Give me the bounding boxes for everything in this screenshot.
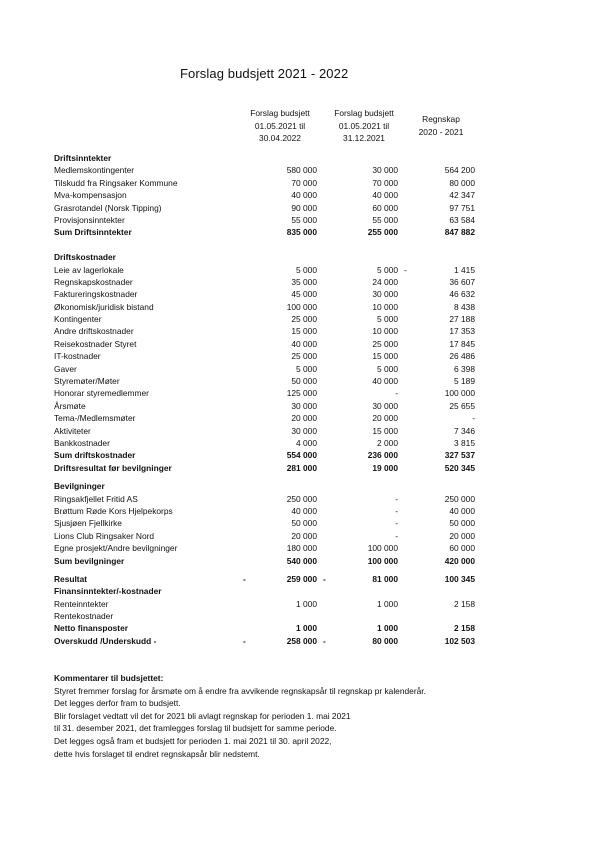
value-budget-2021: -: [395, 505, 398, 516]
comment-line: Blir forslaget vedtatt vil det for 2021 bli avlagt regnskap for perioden 1. mai 2021: [54, 710, 351, 721]
value-budget-2021-2022: 50 000: [291, 518, 317, 529]
row-label: Driftsresultat før bevilgninger: [54, 462, 172, 473]
table-row: [0, 505, 613, 517]
value-accounts-2020-2021: 847 882: [444, 227, 475, 238]
value-accounts-2020-2021: 36 607: [449, 276, 475, 287]
dash-mark: -: [243, 573, 246, 584]
value-budget-2021: 60 000: [372, 202, 398, 213]
table-row: [0, 251, 613, 263]
value-accounts-2020-2021: 40 000: [449, 505, 475, 516]
row-label: Provisjonsinntekter: [54, 214, 125, 225]
row-label: Faktureringskostnader: [54, 289, 138, 300]
row-label: Driftskostnader: [54, 252, 116, 263]
value-budget-2021: 15 000: [372, 351, 398, 362]
budget-table: [0, 152, 613, 647]
page-title: Forslag budsjett 2021 - 2022: [180, 66, 349, 81]
value-budget-2021: 24 000: [372, 276, 398, 287]
value-budget-2021: 81 000: [372, 573, 398, 584]
table-row: [0, 189, 613, 201]
table-row: [0, 202, 613, 214]
value-budget-2021-2022: 835 000: [286, 227, 317, 238]
value-budget-2021-2022: 40 000: [291, 190, 317, 201]
value-budget-2021: 40 000: [372, 376, 398, 387]
table-row: [0, 462, 613, 474]
row-label: Kontingenter: [54, 314, 102, 325]
row-label: Lions Club Ringsaker Nord: [54, 530, 155, 541]
row-label: Aktiviteter: [54, 425, 91, 436]
comment-line: til 31. desember 2021, det framlegges forslag til budsjett for samme periode.: [54, 723, 337, 734]
value-accounts-2020-2021: 100 000: [444, 388, 475, 399]
column-header-line: 30.04.2022: [259, 133, 301, 143]
value-budget-2021: 25 000: [372, 338, 398, 349]
value-budget-2021-2022: 45 000: [291, 289, 317, 300]
value-budget-2021-2022: 20 000: [291, 413, 317, 424]
table-row: [0, 542, 613, 554]
value-accounts-2020-2021: 17 353: [449, 326, 475, 337]
value-budget-2021: 30 000: [372, 289, 398, 300]
row-spacer: [0, 239, 613, 251]
table-row: [0, 363, 613, 375]
column-header-line: Regnskap: [422, 114, 460, 124]
value-budget-2021-2022: 259 000: [286, 573, 317, 584]
value-accounts-2020-2021: 60 000: [449, 543, 475, 554]
row-label: Årsmøte: [54, 400, 86, 411]
value-budget-2021: 19 000: [372, 462, 398, 473]
table-row: [0, 288, 613, 300]
value-budget-2021-2022: 90 000: [291, 202, 317, 213]
table-row: [0, 313, 613, 325]
row-label: Styremøter/Møter: [54, 376, 120, 387]
row-label: IT-kostnader: [54, 351, 101, 362]
row-label: Tilskudd fra Ringsaker Kommune: [54, 177, 178, 188]
value-accounts-2020-2021: 8 438: [454, 301, 475, 312]
value-accounts-2020-2021: 100 345: [444, 573, 475, 584]
value-budget-2021: 10 000: [372, 301, 398, 312]
column-header-line: Forslag budsjett: [250, 108, 310, 118]
value-accounts-2020-2021: 7 346: [454, 425, 475, 436]
value-budget-2021-2022: 35 000: [291, 276, 317, 287]
row-label: Tema-/Medlemsmøter: [54, 413, 136, 424]
row-label: Ringsakfjellet Fritid AS: [54, 493, 138, 504]
value-budget-2021: 5 000: [377, 314, 398, 325]
table-row: [0, 585, 613, 597]
value-accounts-2020-2021: 3 815: [454, 437, 475, 448]
table-row: [0, 635, 613, 647]
value-budget-2021: -: [395, 493, 398, 504]
value-accounts-2020-2021: 1 415: [454, 264, 475, 275]
comment-line: Styret fremmer forslag for årsmøte om å endre fra avvikende regnskapsår til regnskap pr kalenderår.: [54, 685, 426, 696]
value-budget-2021-2022: 4 000: [296, 437, 317, 448]
column-header-accounts-2020-2021: [408, 113, 474, 138]
value-budget-2021-2022: 50 000: [291, 376, 317, 387]
table-row: [0, 530, 613, 542]
value-budget-2021: 1 000: [377, 623, 398, 634]
table-row: [0, 493, 613, 505]
value-budget-2021-2022: 25 000: [291, 351, 317, 362]
value-budget-2021-2022: 40 000: [291, 338, 317, 349]
value-budget-2021: 15 000: [372, 425, 398, 436]
table-row: [0, 350, 613, 362]
table-row: [0, 598, 613, 610]
comment-line: Det legges derfor fram to budsjett.: [54, 698, 181, 709]
value-budget-2021: 255 000: [367, 227, 398, 238]
value-accounts-2020-2021: 520 345: [444, 462, 475, 473]
value-budget-2021: 100 000: [367, 543, 398, 554]
value-budget-2021-2022: 25 000: [291, 314, 317, 325]
value-budget-2021-2022: 20 000: [291, 530, 317, 541]
row-label: Medlemskontingenter: [54, 165, 135, 176]
row-label: Rentekostnader: [54, 611, 114, 622]
value-budget-2021-2022: 250 000: [286, 493, 317, 504]
value-budget-2021: 55 000: [372, 214, 398, 225]
table-row: [0, 622, 613, 634]
dash-mark: -: [404, 264, 407, 275]
value-accounts-2020-2021: 2 158: [454, 623, 475, 634]
value-budget-2021-2022: 1 000: [296, 598, 317, 609]
table-row: [0, 412, 613, 424]
row-label: Renteinntekter: [54, 598, 109, 609]
row-label: Reisekostnader Styret: [54, 338, 137, 349]
value-budget-2021-2022: 5 000: [296, 363, 317, 374]
value-accounts-2020-2021: 6 398: [454, 363, 475, 374]
column-header-budget-2021: [322, 107, 406, 145]
value-accounts-2020-2021: 63 584: [449, 214, 475, 225]
value-budget-2021-2022: 125 000: [286, 388, 317, 399]
row-label: Egne prosjekt/Andre bevilgninger: [54, 543, 178, 554]
value-accounts-2020-2021: 2 158: [454, 598, 475, 609]
value-accounts-2020-2021: 80 000: [449, 177, 475, 188]
row-label: Bankkostnader: [54, 437, 110, 448]
value-budget-2021: 5 000: [377, 264, 398, 275]
row-label: Grasrotandel (Norsk Tipping): [54, 202, 162, 213]
value-accounts-2020-2021: 17 845: [449, 338, 475, 349]
comment-line: dette hvis forslaget til endret regnskapsår blir nedstemt.: [54, 748, 260, 759]
column-header-line: 01.05.2021 til: [254, 120, 306, 131]
row-label: Netto finansposter: [54, 623, 128, 634]
value-budget-2021: 1 000: [377, 598, 398, 609]
value-budget-2021-2022: 30 000: [291, 400, 317, 411]
value-budget-2021: 30 000: [372, 165, 398, 176]
row-label: Bevilgninger: [54, 481, 105, 492]
value-budget-2021-2022: 55 000: [291, 214, 317, 225]
column-header-line: 01.05.2021 til: [338, 120, 390, 131]
table-row: [0, 449, 613, 461]
table-row: [0, 400, 613, 412]
value-budget-2021-2022: 281 000: [286, 462, 317, 473]
value-budget-2021-2022: 580 000: [286, 165, 317, 176]
table-row: [0, 214, 613, 226]
table-row: [0, 480, 613, 492]
table-row: [0, 573, 613, 585]
row-label: Leie av lagerlokale: [54, 264, 124, 275]
value-accounts-2020-2021: 50 000: [449, 518, 475, 529]
table-row: [0, 425, 613, 437]
column-header-budget-2021-2022: [238, 107, 322, 145]
table-row: [0, 610, 613, 622]
dash-mark: -: [323, 573, 326, 584]
dash-mark: -: [243, 635, 246, 646]
row-label: Økonomisk/juridisk bistand: [54, 301, 154, 312]
row-label: Honorar styremedlemmer: [54, 388, 149, 399]
table-row: [0, 375, 613, 387]
row-label: Andre driftskostnader: [54, 326, 134, 337]
value-budget-2021-2022: 258 000: [286, 635, 317, 646]
value-budget-2021-2022: 1 000: [296, 623, 317, 634]
value-budget-2021: 100 000: [367, 555, 398, 566]
table-row: [0, 517, 613, 529]
dash-mark: -: [323, 635, 326, 646]
value-budget-2021: 10 000: [372, 326, 398, 337]
table-row: [0, 177, 613, 189]
value-accounts-2020-2021: -: [472, 413, 475, 424]
column-header-line: Forslag budsjett: [334, 108, 394, 118]
value-budget-2021: 70 000: [372, 177, 398, 188]
row-label: Regnskapskostnader: [54, 276, 133, 287]
value-budget-2021: 30 000: [372, 400, 398, 411]
table-row: [0, 338, 613, 350]
value-budget-2021-2022: 15 000: [291, 326, 317, 337]
value-accounts-2020-2021: 42 347: [449, 190, 475, 201]
column-header-line: 31.12.2021: [343, 133, 385, 143]
value-accounts-2020-2021: 102 503: [444, 635, 475, 646]
value-budget-2021: -: [395, 530, 398, 541]
table-row: [0, 164, 613, 176]
table-row: [0, 555, 613, 567]
table-row: [0, 264, 613, 276]
value-budget-2021: -: [395, 388, 398, 399]
value-accounts-2020-2021: 27 188: [449, 314, 475, 325]
row-label: Sum driftskostnader: [54, 450, 136, 461]
value-budget-2021: 80 000: [372, 635, 398, 646]
comments-heading: Kommentarer til budsjettet:: [54, 673, 164, 683]
value-accounts-2020-2021: 420 000: [444, 555, 475, 566]
row-label: Overskudd /Underskudd -: [54, 635, 157, 646]
value-budget-2021-2022: 554 000: [286, 450, 317, 461]
value-budget-2021: 5 000: [377, 363, 398, 374]
row-label: Resultat: [54, 573, 88, 584]
row-label: Driftsinntekter: [54, 153, 112, 163]
table-row: [0, 226, 613, 238]
value-budget-2021: 2 000: [377, 437, 398, 448]
value-accounts-2020-2021: 25 655: [449, 400, 475, 411]
comments-section: [54, 672, 426, 760]
row-label: Brøttum Røde Kors Hjelpekorps: [54, 505, 173, 516]
value-accounts-2020-2021: 564 200: [444, 165, 475, 176]
value-accounts-2020-2021: 26 486: [449, 351, 475, 362]
comment-line: Det legges også fram et budsjett for perioden 1. mai 2021 til 30. april 2022,: [54, 735, 332, 746]
value-accounts-2020-2021: 5 189: [454, 376, 475, 387]
value-budget-2021: -: [395, 518, 398, 529]
value-accounts-2020-2021: 97 751: [449, 202, 475, 213]
table-row: [0, 437, 613, 449]
row-label: Mva-kompensasjon: [54, 190, 127, 201]
row-label: Sum Driftsinntekter: [54, 227, 132, 238]
row-label: Sjusjøen Fjellkirke: [54, 518, 122, 529]
table-row: [0, 301, 613, 313]
value-accounts-2020-2021: 327 537: [444, 450, 475, 461]
table-row: [0, 276, 613, 288]
row-label: Gaver: [54, 363, 77, 374]
column-header-line: 2020 - 2021: [418, 126, 464, 137]
table-row: [0, 387, 613, 399]
value-budget-2021-2022: 180 000: [286, 543, 317, 554]
value-budget-2021-2022: 40 000: [291, 505, 317, 516]
row-label: Finansinntekter/-kostnader: [54, 586, 162, 597]
value-budget-2021-2022: 100 000: [286, 301, 317, 312]
value-budget-2021: 40 000: [372, 190, 398, 201]
value-budget-2021-2022: 70 000: [291, 177, 317, 188]
value-budget-2021: 20 000: [372, 413, 398, 424]
value-accounts-2020-2021: 250 000: [444, 493, 475, 504]
table-row: [0, 152, 613, 164]
value-accounts-2020-2021: 46 632: [449, 289, 475, 300]
value-accounts-2020-2021: 20 000: [449, 530, 475, 541]
value-budget-2021: 236 000: [367, 450, 398, 461]
row-label: Sum bevilgninger: [54, 555, 125, 566]
value-budget-2021-2022: 30 000: [291, 425, 317, 436]
table-row: [0, 325, 613, 337]
value-budget-2021-2022: 540 000: [286, 555, 317, 566]
value-budget-2021-2022: 5 000: [296, 264, 317, 275]
